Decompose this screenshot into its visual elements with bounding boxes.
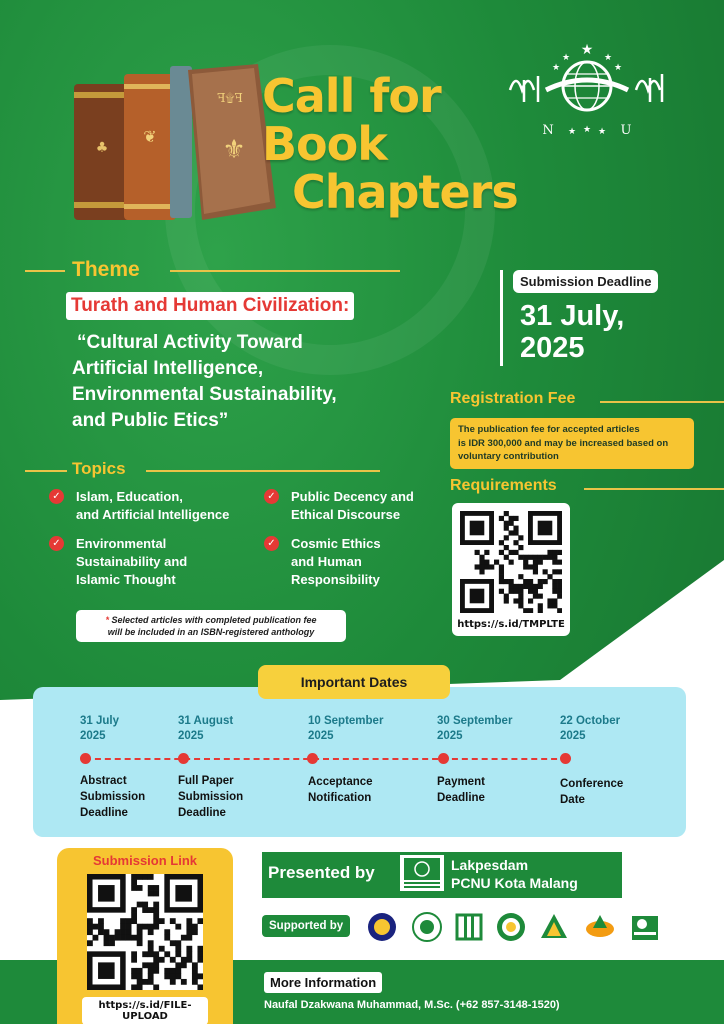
important-dates-label: Important Dates bbox=[258, 665, 450, 699]
sponsor-logo bbox=[496, 912, 526, 942]
sponsor-logo bbox=[454, 912, 484, 942]
sponsor-logo bbox=[630, 912, 660, 942]
contact-info[interactable]: Naufal Dzakwana Muhammad, M.Sc. (+62 857-3148-1520) bbox=[264, 999, 560, 1011]
svg-text:★: ★ bbox=[603, 52, 613, 62]
sponsor-logo bbox=[367, 912, 397, 942]
submission-qr-code[interactable] bbox=[87, 874, 203, 990]
timeline-date: 31 July 2025 bbox=[80, 715, 119, 742]
title-line-1: Call for bbox=[262, 69, 441, 123]
svg-text:ꟻ۩ꟻ: ꟻ۩ꟻ bbox=[217, 91, 243, 105]
svg-text:N: N bbox=[542, 123, 554, 138]
timeline-date: 31 August 2025 bbox=[178, 715, 234, 742]
timeline-date: 10 September 2025 bbox=[308, 715, 384, 742]
timeline-dot bbox=[438, 753, 449, 764]
title-line-3: Chapters bbox=[292, 165, 518, 219]
check-icon: ✓ bbox=[264, 489, 279, 504]
timeline-dot bbox=[80, 753, 91, 764]
timeline-event: Payment Deadline bbox=[437, 776, 485, 804]
svg-text:❦: ❦ bbox=[143, 127, 157, 146]
deadline-date: 31 July, 2025 bbox=[520, 300, 625, 364]
timeline-dot bbox=[178, 753, 189, 764]
topics-label: Topics bbox=[72, 459, 126, 478]
svg-text:U: U bbox=[620, 123, 632, 138]
presented-by-label: Presented by bbox=[268, 863, 375, 882]
rule bbox=[170, 270, 400, 272]
timeline-event: Abstract Submission Deadline bbox=[80, 775, 146, 819]
rule bbox=[25, 470, 67, 472]
check-icon: ✓ bbox=[49, 536, 64, 551]
presenter-name: Lakpesdam PCNU Kota Malang bbox=[451, 857, 578, 891]
sponsor-logo bbox=[585, 912, 615, 942]
check-icon: ✓ bbox=[264, 536, 279, 551]
svg-text:★: ★ bbox=[580, 41, 594, 57]
requirements-label: Requirements bbox=[450, 477, 557, 494]
svg-text:★: ★ bbox=[567, 126, 577, 136]
svg-text:★: ★ bbox=[597, 126, 607, 136]
timeline-dot bbox=[307, 753, 318, 764]
requirements-qr-card[interactable] bbox=[452, 503, 570, 636]
books-illustration bbox=[70, 62, 280, 224]
requirements-qr-code[interactable] bbox=[460, 511, 562, 613]
deadline-label: Submission Deadline bbox=[513, 270, 658, 293]
timeline-date: 22 October 2025 bbox=[560, 715, 621, 742]
svg-text:⚜: ⚜ bbox=[222, 135, 246, 165]
topic-item: ✓ Environmental Sustainability and Islamic Thought bbox=[49, 535, 187, 589]
timeline-event: Conference Date bbox=[560, 778, 624, 806]
more-info-label: More Information bbox=[264, 972, 382, 993]
svg-text:★: ★ bbox=[613, 62, 623, 72]
timeline-dot bbox=[560, 753, 571, 764]
topic-item: ✓ Cosmic Ethics and Human Responsibility bbox=[264, 535, 381, 589]
theme-label: Theme bbox=[72, 258, 140, 281]
rule bbox=[600, 401, 724, 403]
sponsor-logo bbox=[539, 912, 569, 942]
svg-text:★: ★ bbox=[582, 124, 592, 134]
title-line-2: Book bbox=[262, 117, 387, 171]
submission-label: Submission Link bbox=[92, 853, 197, 868]
timeline-date: 30 September 2025 bbox=[437, 715, 513, 742]
theme-subtitle: “Cultural Activity Toward Artificial Intelligence, Environmental Sustainability, and Public Etics” bbox=[72, 332, 337, 431]
lakpesdam-logo bbox=[400, 855, 444, 891]
sponsor-logo bbox=[412, 912, 442, 942]
requirements-url[interactable]: https://s.id/TMPLTE bbox=[457, 619, 565, 630]
svg-text:★: ★ bbox=[561, 52, 571, 62]
timeline-event: Full Paper Submission Deadline bbox=[178, 775, 244, 819]
timeline-event: Acceptance Notification bbox=[308, 776, 373, 804]
registration-label: Registration Fee bbox=[450, 390, 576, 407]
supported-by-label: Supported by bbox=[262, 915, 350, 937]
topic-item: ✓ Islam, Education, and Artificial Intelligence bbox=[49, 488, 229, 524]
registration-box: The publication fee for accepted articles is IDR 300,000 and may be increased based on voluntary contribution bbox=[450, 418, 694, 469]
rule bbox=[584, 488, 724, 490]
theme-title: Turath and Human Civilization: bbox=[66, 292, 354, 320]
rule bbox=[25, 270, 65, 272]
timeline-line bbox=[85, 758, 567, 760]
svg-text:♣: ♣ bbox=[95, 140, 109, 156]
deadline-divider bbox=[500, 270, 503, 366]
rule bbox=[146, 470, 380, 472]
nu-logo bbox=[506, 40, 668, 138]
topic-item: ✓ Public Decency and Ethical Discourse bbox=[264, 488, 414, 524]
anthology-note: * Selected articles with completed publication fee will be included in an ISBN-registered anthology bbox=[76, 610, 346, 642]
check-icon: ✓ bbox=[49, 489, 64, 504]
submission-url[interactable]: https://s.id/FILE-UPLOAD bbox=[82, 997, 208, 1024]
svg-text:★: ★ bbox=[551, 62, 561, 72]
